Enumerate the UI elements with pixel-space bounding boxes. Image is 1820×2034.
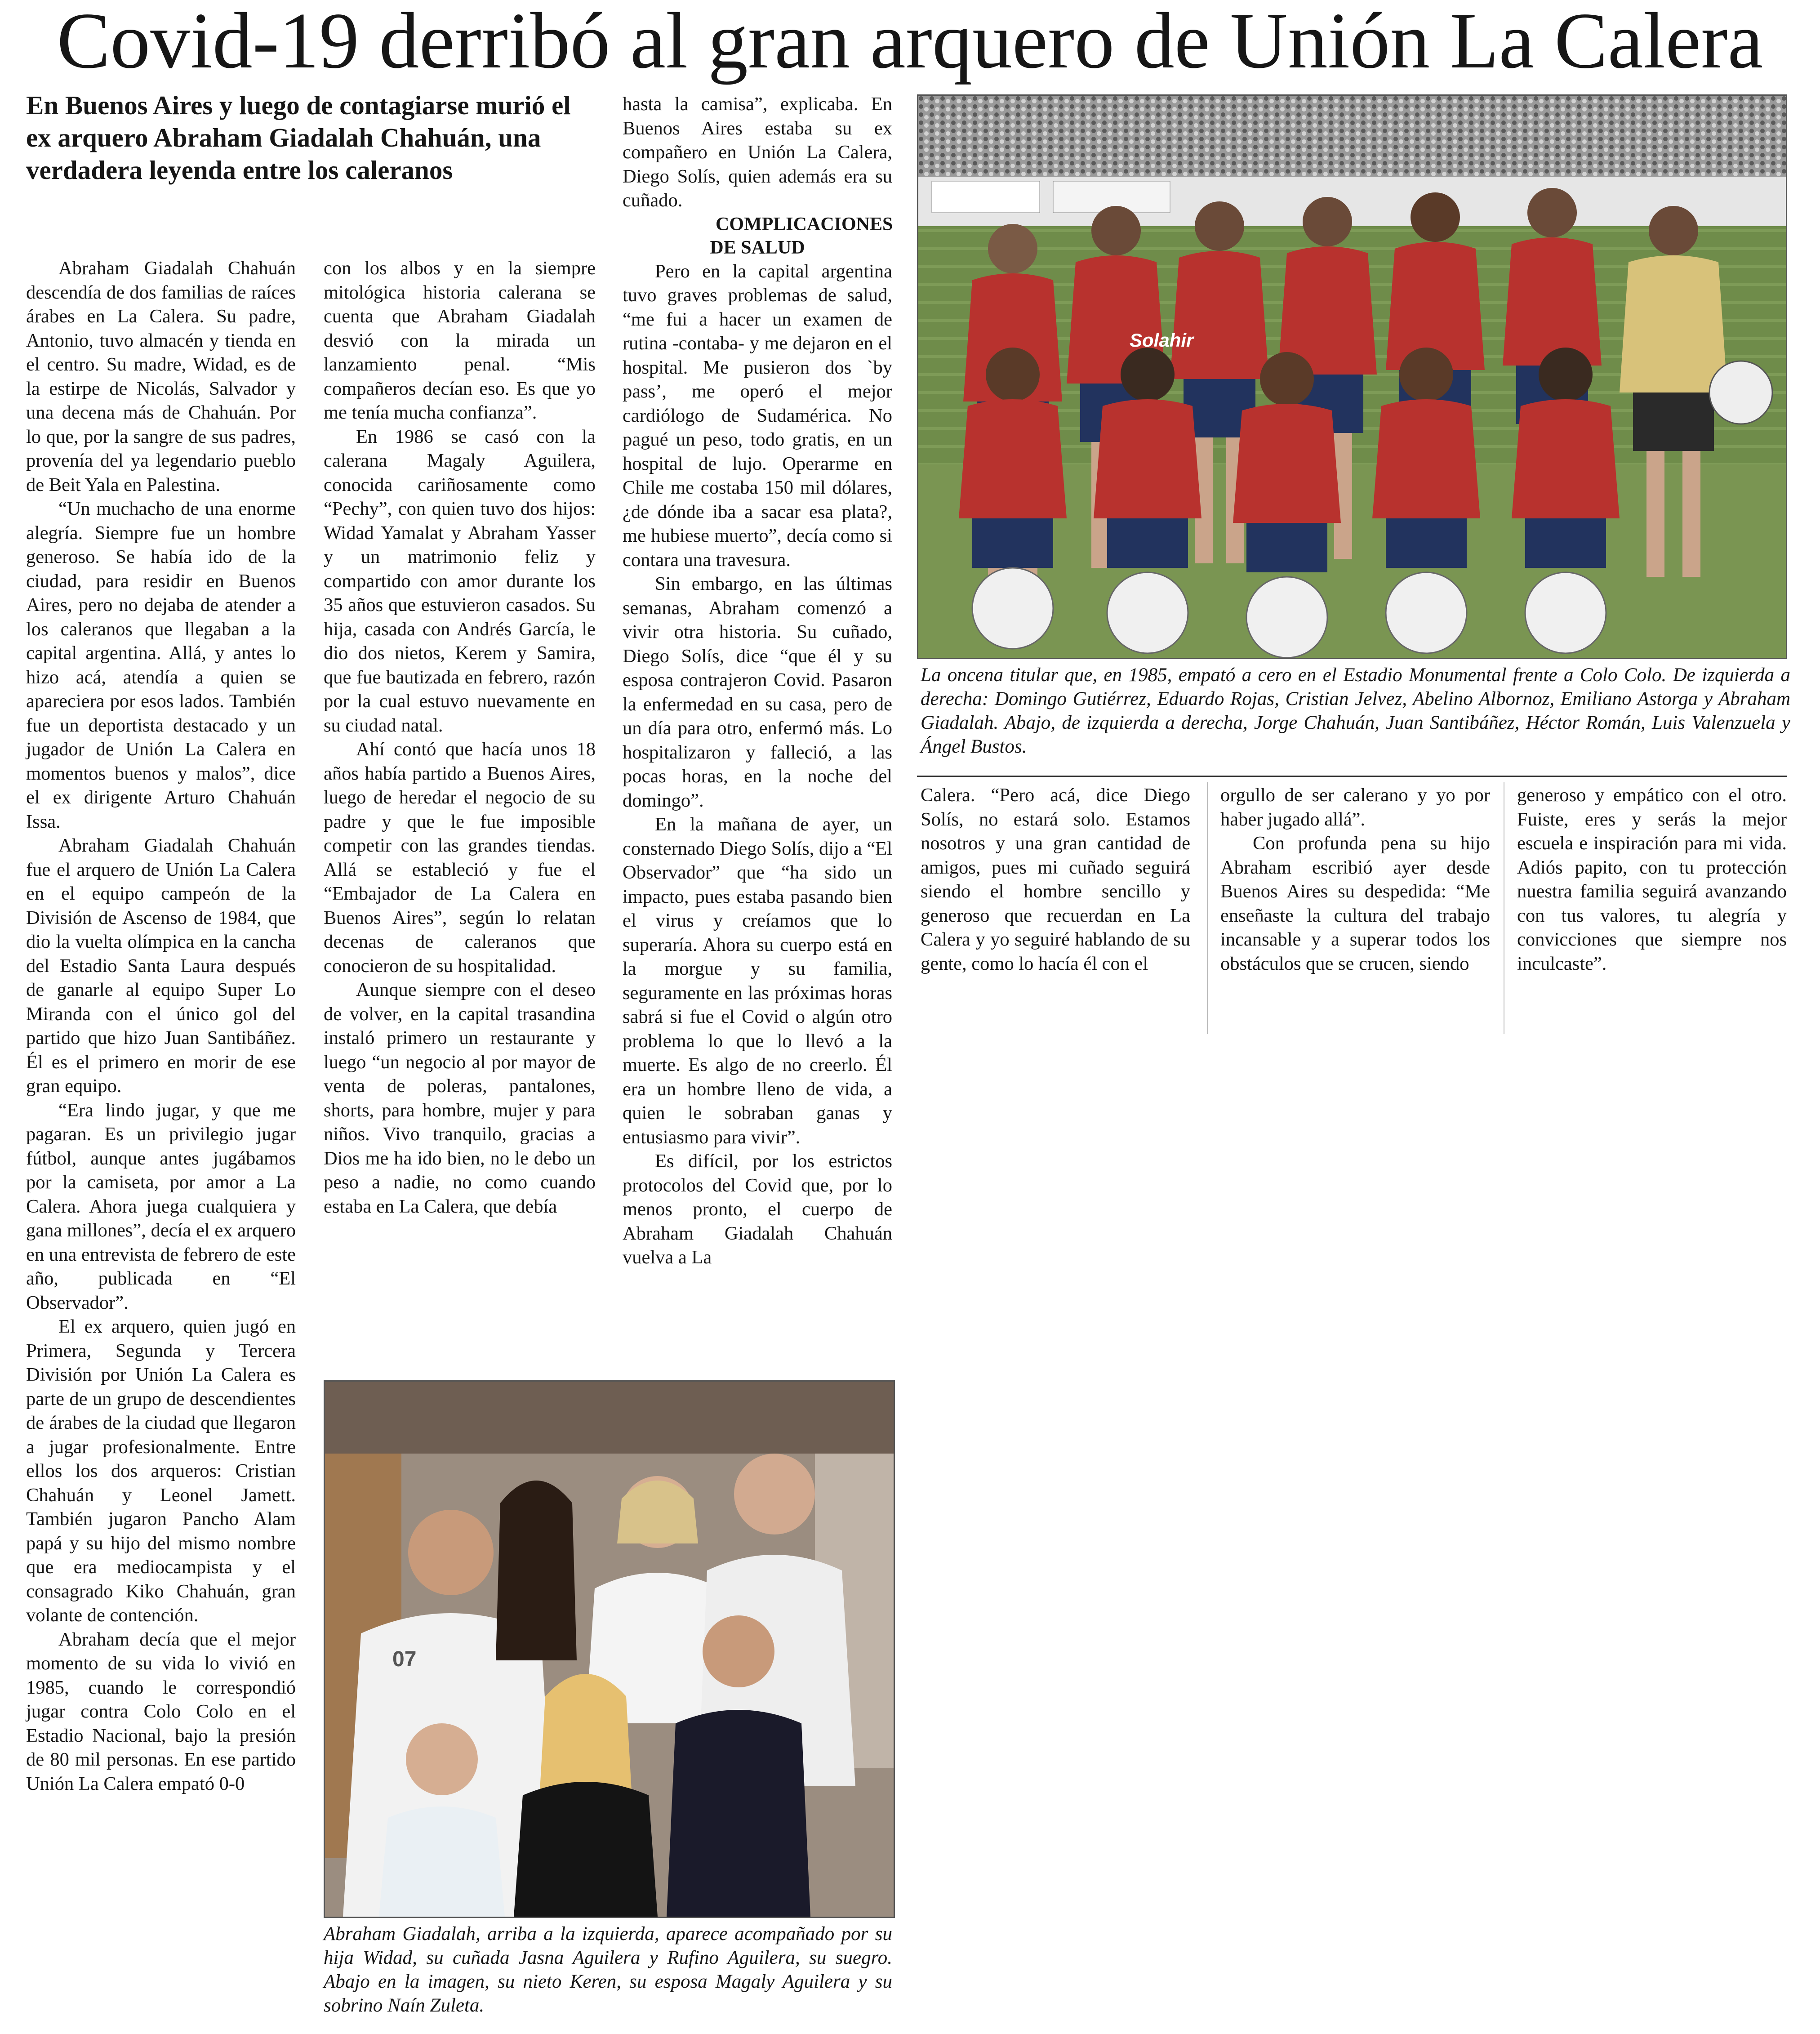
family-photo-caption: Abraham Giadalah, arriba a la izquierda, aparece acompañado por su hija Widad, su cuñada Jasna Aguilera y Rufino Aguilera, su suegro. Abajo en la imagen, su nieto Keren, su esposa Magaly Aguilera y su sobrino Naín Zuleta. — [324, 1923, 892, 2016]
paragraph: Abraham decía que el mejor momento de su vida lo vivió en 1985, cuando le correspondió jugar contra Colo Colo en el Estadio Nacional, bajo la presión de 80 mil personas. En ese partido Unión La Calera empató 0-0 — [26, 1628, 296, 1794]
family-photo — [324, 1380, 895, 1918]
column-divider — [1207, 782, 1208, 1034]
column-1 — [26, 256, 296, 1796]
lower-column-1 — [921, 783, 1190, 976]
paragraph: Con profunda pena su hijo Abraham escribió ayer desde Buenos Aires su despedida: “Me enseñaste la cultura del trabajo incansable y a superar todos los obstáculos que se crucen, siendo — [1220, 833, 1490, 974]
paragraph: Ahí contó que hacía unos 18 años había partido a Buenos Aires, luego de heredar el negocio de su padre y que le fue imposible competir con las grandes tiendas. Allá se estableció y fue el “Embajador de La Calera en Buenos Aires”, según lo relatan decenas de caleranos que conocieron de su hospitalidad. — [324, 739, 596, 977]
paragraph: En 1986 se casó con la calerana Magaly Aguilera, conocida cariñosamente como “Pechy”, con quien tuvo dos hijos: Widad Yamalat y Abraham Yasser y un matrimonio feliz y compartido con amor durante los 35 años que estuvieron casados. Su hija, casada con Andrés García, le dio dos nietos, Kerem y Samira, que fue bautizada en febrero, razón por la cual estuvo nuevamente en su ciudad natal. — [324, 426, 596, 736]
paragraph: Es difícil, por los estrictos protocolos del Covid que, por lo menos pronto, el cuerpo de Abraham Giadalah Chahuán vuelva a La — [623, 1151, 892, 1268]
paragraph: En la mañana de ayer, un consternado Diego Solís, dijo a “El Observador” que “ha sido un impacto, pues estaba pasando bien el virus y creíamos que lo superaría. Ahora su cuerpo está en la morgue y su familia, seguramente en las próximas horas sabrá si fue el Covid o algún otro problema lo que lo llevó a la muerte. Es algo de no creerlo. Él era un hombre lleno de vida, a quien le sobraban ganas y entusiasmo para vivir”. — [623, 814, 892, 1148]
shirt-number: 07 — [392, 1647, 417, 1671]
headline: Covid-19 derribó al gran arquero de Unión La Calera — [57, 0, 1763, 85]
jersey-text: Solahir — [1130, 330, 1194, 351]
team-photo-image — [918, 96, 1786, 658]
deck: En Buenos Aires y luego de contagiarse murió el ex arquero Abraham Giadalah Chahuán, una verdadera leyenda entre los caleranos — [26, 90, 571, 185]
paragraph: generoso y empático con el otro. Fuiste, eres y serás la mejor escuela e inspiración para mi vida. Adiós papito, con tu protección nuestra familia seguirá avanzando con tus valores, tu alegría y convicciones que siempre nos inculcaste”. — [1517, 785, 1787, 974]
paragraph: “Un muchacho de una enorme alegría. Siempre fue un hombre generoso. Se había ido de la ciudad, para residir en Buenos Aires, pero no dejaba de atender a los caleranos que llegaban a la capital argentina. Allá, y antes lo hizo acá, atendía a quien se apareciera por esos lados. También fue un deportista destacado y un jugador de Unión La Calera en momentos buenos y malos”, dice el ex dirigente Arturo Chahuán Issa. — [26, 498, 296, 832]
column-3 — [623, 92, 892, 1270]
paragraph: El ex arquero, quien jugó en Primera, Segunda y Tercera División por Unión La Calera es parte de un grupo de descendientes de árabes de la ciudad que llegaron a jugar profesionalmente. Entre ellos los dos arqueros: Cristian Chahuán y Leonel Jamett. También jugaron Pancho Alam papá y su hijo del mismo nombre que era mediocampista y el consagrado Kiko Chahuán, gran volante de contención. — [26, 1316, 296, 1626]
team-photo — [917, 94, 1787, 659]
team-photo-caption: La oncena titular que, en 1985, empató a cero en el Estadio Monumental frente a Colo Colo. De izquierda a derecha: Domingo Gutiérrez, Eduardo Rojas, Cristian Jelvez, Abelino Albornoz, Emiliano Astorga y Abraham Giadalah. Abajo, de izquierda a derecha, Jorge Chahuán, Juan Santibáñez, Héctor Román, Luis Valenzuela y Ángel Bustos. — [921, 665, 1790, 757]
lower-column-2 — [1220, 783, 1490, 976]
column-2 — [324, 256, 596, 1218]
paragraph: Aunque siempre con el deseo de volver, en la capital trasandina instaló primero un restaurante y luego “un negocio al por mayor de venta de poleras, pantalones, shorts, para hombre, mujer y para niños. Vivo tranquilo, gracias a Dios me ha ido bien, no le debo un peso a nadie, no como cuando estaba en La Calera, que debía — [324, 979, 596, 1217]
paragraph: Abraham Giadalah Chahuán fue el arquero de Unión La Calera en el equipo campeón de la División de Ascenso de 1984, que dio la vuelta olímpica en la cancha del Estadio Santa Laura después de ganarle al equipo Super Lo Miranda con el único gol del partido que hizo Juan Santibáñez. Él es el primero en morir de ese gran equipo. — [26, 835, 296, 1097]
paragraph: Sin embargo, en las últimas semanas, Abraham comenzó a vivir otra historia. Su cuñado, Diego Solís, dice “que él y su esposa contrajeron Covid. Pasaron la enfermedad en su casa, pero de un día para otro, enfermó más. Lo hospitalizaron y falleció, a las pocas horas, en la noche del domingo”. — [623, 573, 892, 811]
section-divider — [917, 776, 1787, 777]
paragraph: Calera. “Pero acá, dice Diego Solís, no estará solo. Estamos nosotros y una gran cantidad de amigos, pues mi cuñado seguirá siendo el hombre sencillo y generoso que recuerdan en La Calera y yo seguiré hablando de su gente, como lo hacía él con el — [921, 785, 1190, 974]
lower-column-3 — [1517, 783, 1787, 976]
paragraph: hasta la camisa”, explicaba. En Buenos Aires estaba su ex compañero en Unión La Calera, Diego Solís, quien además era su cuñado. — [623, 94, 892, 211]
paragraph: orgullo de ser calerano y yo por haber jugado allá”. — [1220, 785, 1490, 830]
paragraph: con los albos y en la siempre mitológica historia calerana se cuenta que Abraham Giadalah desvió con la mirada un lanzamiento penal. “Mis compañeros decían eso. Es que yo me tenía mucha confianza”. — [324, 258, 596, 423]
section-subhead: COMPLICACIONES DE SALUD — [710, 214, 893, 258]
paragraph: Pero en la capital argentina tuvo graves problemas de salud, “me fui a hacer un examen de rutina -contaba- y me dejaron en el hospital. Me pusieron dos `by pass’, me operó el mejor cardiólogo de Sudamérica. No pagué un peso, todo gratis, en un hospital de lujo. Operarme en Chile me costaba 150 mil dólares, ¿de dónde iba a sacar esa plata?, me hubiese muerto”, decía como si contara una travesura. — [623, 260, 892, 571]
paragraph: Abraham Giadalah Chahuán descendía de dos familias de raíces árabes en La Calera. Su padre, Antonio, tuvo almacén y tienda en el centro. Su madre, Widad, es de la estirpe de Nicolás, Salvador y una decena más de Chahuán. Por lo que, por la sangre de sus padres, provenía del ya legendario pueblo de Beit Yala en Palestina. — [26, 258, 296, 495]
paragraph: “Era lindo jugar, y que me pagaran. Es un privilegio jugar fútbol, aunque antes jugábamos por la camiseta, por amor a La Calera. Ahora juega cualquiera y gana millones”, decía el ex arquero en una entrevista de febrero de este año, publicada en “El Observador”. — [26, 1099, 296, 1313]
